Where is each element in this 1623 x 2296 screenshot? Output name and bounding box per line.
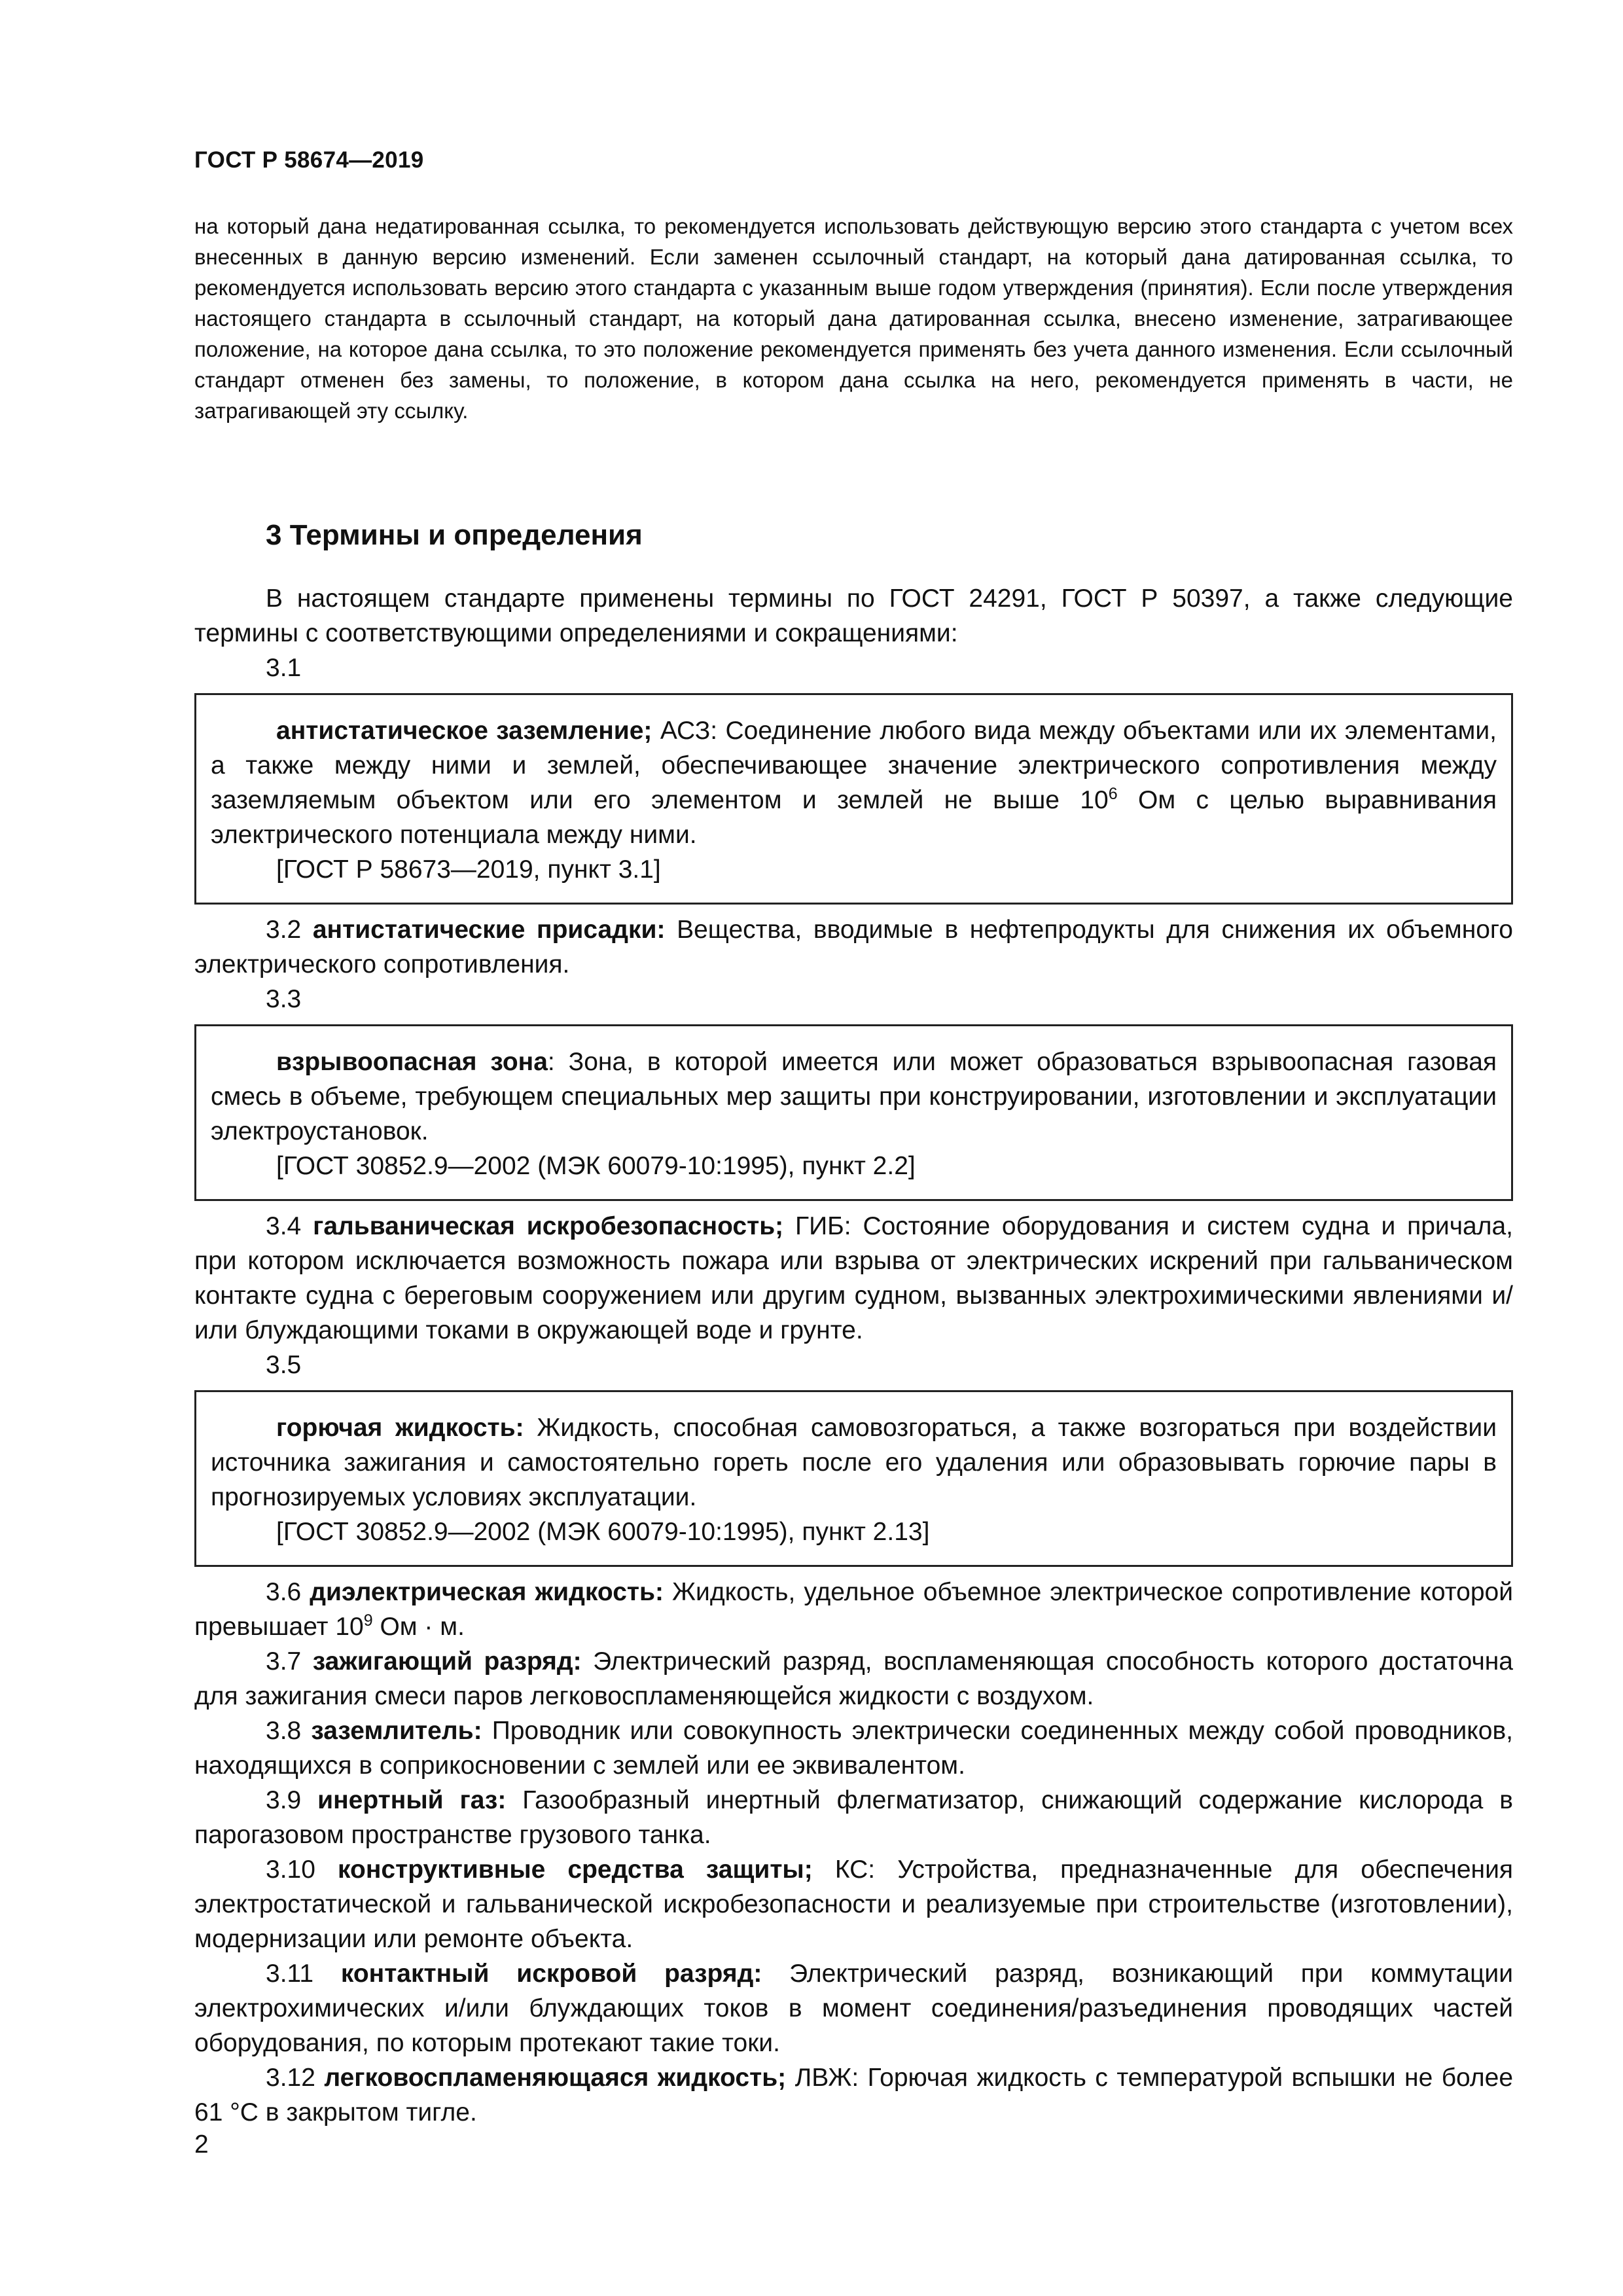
term-name: контактный искровой разряд: bbox=[340, 1960, 762, 1988]
quoted-term-box bbox=[194, 693, 1513, 905]
term-name: заземлитель: bbox=[311, 1717, 482, 1745]
term-definition: 3.6 диэлектрическая жидкость: Жидкость, удельное объемное электрическое сопротивление которой превышает $10^9$ Ом · м. bbox=[194, 1578, 1514, 1641]
term-definition: 3.8 заземлитель: Проводник или совокупность электрически соединенных между собой проводников, находящихся в соприкосновении с землей или ее эквивалентом. bbox=[194, 1717, 1514, 1780]
term-source: [ГОСТ 30852.9—2002 (МЭК 60079-10:1995), пункт 2.2] bbox=[276, 1152, 916, 1180]
term-name: взрывоопасная зона bbox=[276, 1048, 548, 1076]
intro-paragraph: на который дана недатированная ссылка, то рекомендуется использовать действующую версию этого стандарта с учетом всех внесенных в данную версию изменений. Если заменен ссылочный стандарт, на который дана датированная ссылка, то рекомендуется использовать версию этого стандарта с указанным выше годом утверждения (принятия). Если после утверждения настоящего стандарта в ссылочный стандарт, на который дана датированная ссылка, внесено изменение, затрагивающее положение, на которое дана ссылка, то это положение рекомендуется применять без учета данного изменения. Если ссылочный стандарт отменен без замены, то положение, в котором дана ссылка на него, рекомендуется применять в части, не затрагивающей эту ссылку. bbox=[194, 214, 1513, 423]
term-definition: 3.7 зажигающий разряд: Электрический разряд, воспламеняющая способность которого достаточна для зажигания смеси паров легковоспламеняющейся жидкости с воздухом. bbox=[194, 1647, 1513, 1710]
term-definition: 3.9 инертный газ: Газообразный инертный флегматизатор, снижающий содержание кислорода в парогазовом пространстве грузового танка. bbox=[194, 1786, 1513, 1849]
term-number: 3.1 bbox=[266, 654, 302, 682]
section-intro: В настоящем стандарте применены термины по ГОСТ 24291, ГОСТ Р 50397, а также следующие термины с соответствующими определениями и сокращениями: bbox=[194, 584, 1513, 647]
quoted-term-box bbox=[194, 1390, 1513, 1567]
term-definition: 3.4 гальваническая искробезопасность; ГИБ: Состояние оборудования и систем судна и причала, при котором исключается возможность пожара или взрыва от электрических искрений при гальваническом контакте судна с береговым сооружением или другим судном, вызванных электрохимическими явлениями и/или блуждающими токами в окружающей воде и грунте. bbox=[194, 1212, 1513, 1344]
term-name: диэлектрическая жидкость: bbox=[310, 1578, 664, 1606]
term-name: легковоспламеняющаяся жидкость; bbox=[324, 2064, 787, 2092]
term-name: антистатические присадки: bbox=[312, 916, 666, 944]
term-name: антистатическое заземление; bbox=[276, 717, 652, 745]
document-page bbox=[194, 147, 1513, 2130]
term-definition: 3.2 антистатические присадки: Вещества, вводимые в нефтепродукты для снижения их объемного электрического сопротивления. bbox=[194, 916, 1513, 978]
term-definition: 3.12 легковоспламеняющаяся жидкость; ЛВЖ: Горючая жидкость с температурой вспышки не более 61 °С в закрытом тигле. bbox=[194, 2064, 1514, 2126]
quoted-term-box bbox=[194, 1024, 1513, 1201]
term-number: 3.3 bbox=[266, 985, 302, 1013]
term-definition: 3.10 конструктивные средства защиты; КС: Устройства, предназначенные для обеспечения электростатической и гальванической искробезопасности и реализуемые при строительстве (изготовлении), модернизации или ремонте объекта. bbox=[194, 1856, 1513, 1953]
page-number: 2 bbox=[194, 2130, 209, 2159]
term-name: инертный газ: bbox=[317, 1786, 507, 1814]
term-definition: взрывоопасная зона: Зона, в которой имеется или может образоваться взрывоопасная газовая смесь в объеме, требующем специальных мер защиты при конструировании, изготовлении и эксплуатации электроустановок. bbox=[211, 1048, 1497, 1145]
term-name: конструктивные средства защиты; bbox=[338, 1856, 813, 1884]
term-source: [ГОСТ Р 58673—2019, пункт 3.1] bbox=[276, 855, 661, 884]
term-definition: антистатическое заземление; АСЗ: Соединение любого вида между объектами или их элементами, а также между ними и землей, обеспечивающее значение электрического сопротивления между заземляемым объектом или его элементом и землей не выше $10^6$ Ом с целью выравнивания электрического потенциала между ними. bbox=[211, 717, 1497, 849]
term-number: 3.5 bbox=[266, 1351, 302, 1379]
term-definition: 3.11 контактный искровой разряд: Электрический разряд, возникающий при коммутации электрохимических и/или блуждающих токов в момент соединения/разъединения проводящих частей оборудования, по которым протекают такие токи. bbox=[194, 1960, 1513, 2057]
term-name: горючая жидкость: bbox=[276, 1414, 524, 1442]
document-id: ГОСТ Р 58674—2019 bbox=[194, 147, 424, 173]
section-title: 3 Термины и определения bbox=[266, 519, 643, 551]
term-name: гальваническая искробезопасность; bbox=[313, 1212, 784, 1240]
term-definition: горючая жидкость: Жидкость, способная самовозгораться, а также возгораться при воздействии источника зажигания и самостоятельно гореть после его удаления или образовывать горючие пары в прогнозируемых условиях эксплуатации. bbox=[211, 1414, 1497, 1511]
term-name: зажигающий разряд: bbox=[312, 1647, 582, 1676]
term-source: [ГОСТ 30852.9—2002 (МЭК 60079-10:1995), пункт 2.13] bbox=[276, 1518, 930, 1546]
